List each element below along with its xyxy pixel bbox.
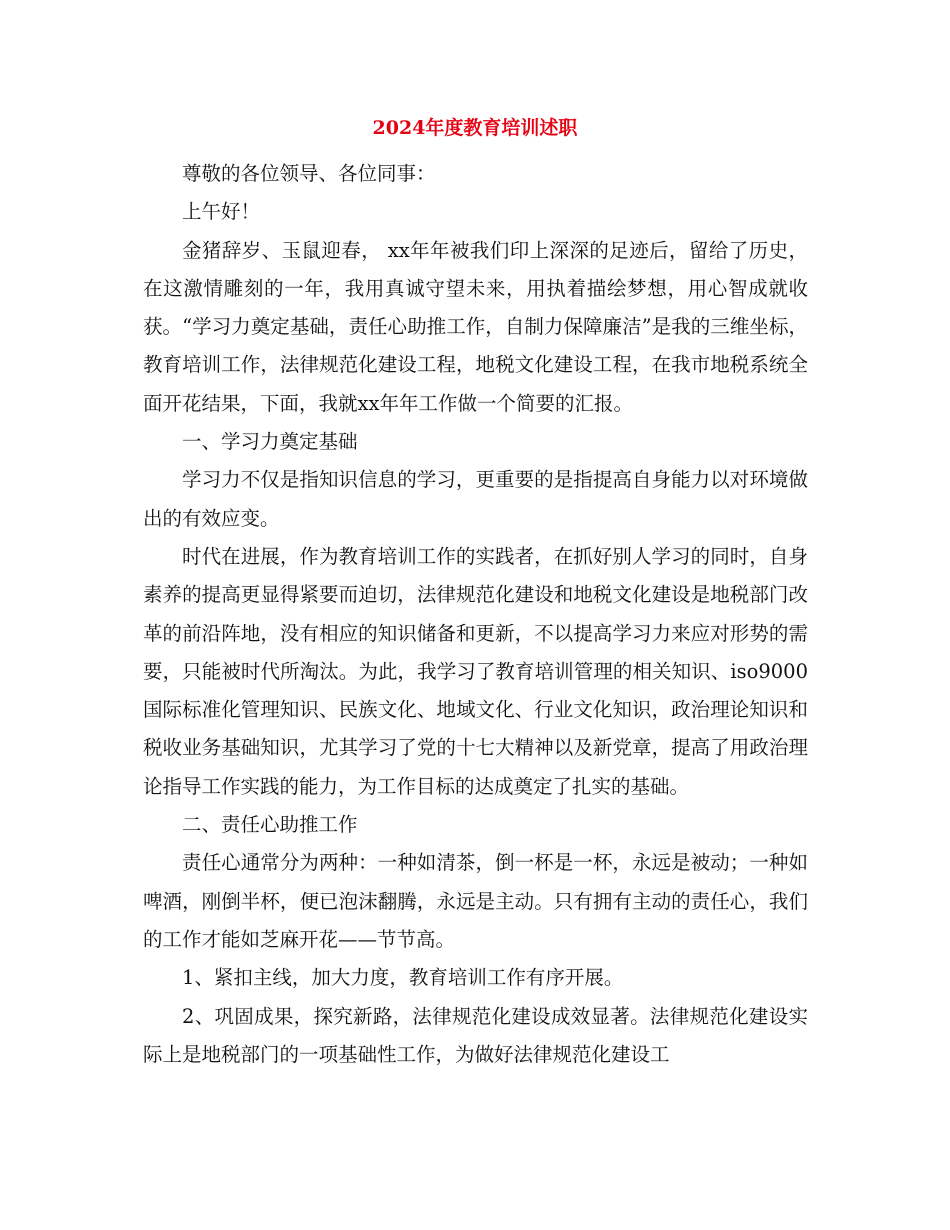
intro-paragraph: 金猪辞岁、玉鼠迎春， xx年年被我们印上深深的足迹后，留给了历史，在这激情雕刻的一年，我用真诚守望未来，用执着描绘梦想，用心智成就收获。“学习力奠定基础，责任心助推工作，自制力保障廉洁”是我的三维坐标，教育培训工作，法律规范化建设工程，地税文化建设工程，在我市地税系统全面开花结果，下面，我就xx年年工作做一个简要的汇报。: [143, 238, 808, 415]
salutation: 尊敬的各位领导、各位同事：: [182, 162, 436, 185]
section-heading-2: 二、责任心助推工作: [182, 813, 358, 837]
document-body: [143, 155, 808, 1074]
body-paragraph: 时代在进展，作为教育培训工作的实践者，在抓好别人学习的同时，自身素养的提高更显得紧要而迫切，法律规范化建设和地税文化建设是地税部门改革的前沿阵地，没有相应的知识储备和更新，不以提高学习力来应对形势的需要，只能被时代所淘汰。为此，我学习了教育培训管理的相关知识、iso9000国际标准化管理知识、民族文化、地域文化、行业文化知识，政治理论知识和税收业务基础知识，尤其学习了党的十七大精神以及新党章，提高了用政治理论指导工作实践的能力，为工作目标的达成奠定了扎实的基础。: [143, 544, 808, 798]
document-title: 2024年度教育培训述职: [372, 117, 578, 139]
list-item: 1、紧扣主线，加大力度，教育培训工作有序开展。: [182, 966, 624, 990]
list-item: 2、巩固成果，探究新路，法律规范化建设成效显著。法律规范化建设实际上是地税部门的一项基础性工作，为做好法律规范化建设工: [143, 1004, 808, 1066]
body-paragraph: 责任心通常分为两种：一种如清茶，倒一杯是一杯，永远是被动；一种如啤酒，刚倒半杯，便已泡沫翻腾，永远是主动。只有拥有主动的责任心，我们的工作才能如芝麻开花——节节高。: [143, 851, 808, 951]
section-heading-1: 一、学习力奠定基础: [182, 430, 358, 454]
greeting: 上午好！: [182, 200, 261, 224]
body-paragraph: 学习力不仅是指知识信息的学习，更重要的是指提高自身能力以对环境做出的有效应变。: [143, 468, 808, 530]
